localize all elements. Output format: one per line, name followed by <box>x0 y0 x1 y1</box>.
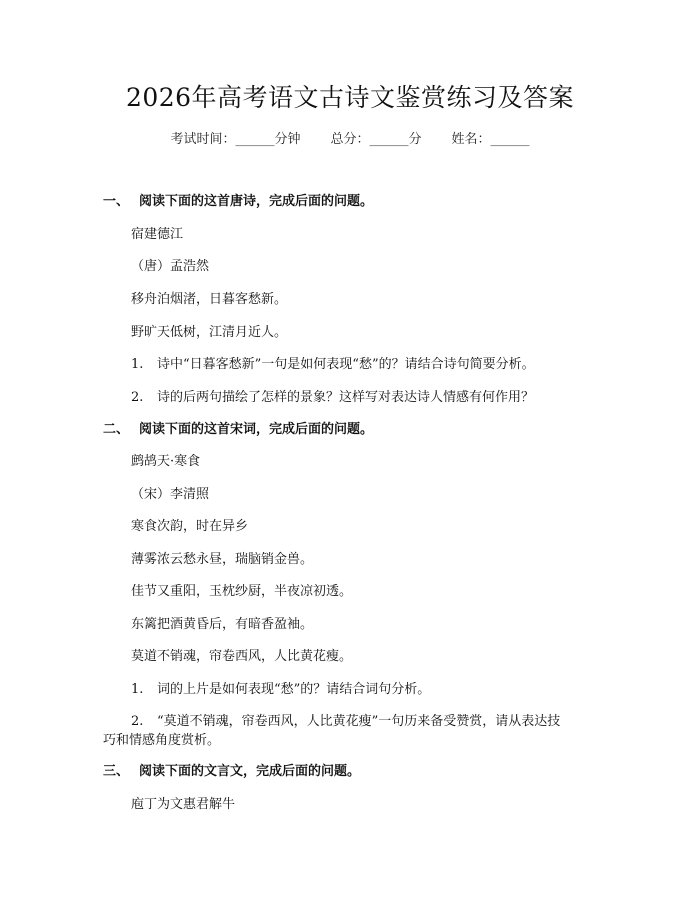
question-continuation: 巧和情感角度赏析。 <box>103 733 221 748</box>
section-number: 三、 <box>103 764 130 779</box>
student-name: 姓名：______ <box>451 132 530 147</box>
poem-line: 移舟泊烟渚，日暮客愁新。 <box>131 292 288 307</box>
poem-author: （唐）孟浩然 <box>131 259 210 274</box>
section-heading-1 <box>103 192 373 212</box>
question-1-1 <box>131 355 535 375</box>
exam-meta <box>0 130 700 150</box>
total-score: 总分：______分 <box>330 132 422 147</box>
section-heading-3 <box>103 762 360 782</box>
section-title: 阅读下面的这首宋词，完成后面的问题。 <box>139 422 374 437</box>
poem-line: 东篱把酒黄昏后，有暗香盈袖。 <box>131 617 314 632</box>
poem-author: （宋）李清照 <box>131 487 210 502</box>
poem-title: 宿建德江 <box>131 227 184 242</box>
question-number: 1. <box>131 682 144 697</box>
passage-title: 庖丁为文惠君解牛 <box>131 797 236 812</box>
poem-line: 薄雾浓云愁永昼，瑞脑销金兽。 <box>131 552 314 567</box>
page-title: 2026年高考语文古诗文鉴赏练习及答案 <box>125 83 575 112</box>
section-heading-2 <box>103 420 373 440</box>
question-2-1 <box>131 680 430 700</box>
section-number: 二、 <box>103 422 130 437</box>
question-number: 2. <box>131 714 144 729</box>
question-text: 词的上片是如何表现“愁”的？请结合词句分析。 <box>157 682 431 697</box>
poem-line: 寒食次韵，时在异乡 <box>131 519 249 534</box>
question-2-2 <box>131 712 560 732</box>
poem-line: 莫道不销魂，帘卷西风，人比黄花瘦。 <box>131 649 353 664</box>
question-text: “莫道不销魂，帘卷西风，人比黄花瘦”一句历来备受赞赏，请从表达技 <box>157 714 561 729</box>
question-number: 2. <box>131 390 144 405</box>
section-title: 阅读下面的这首唐诗，完成后面的问题。 <box>139 194 374 209</box>
poem-title: 鹧鸪天·寒食 <box>131 454 201 469</box>
poem-line: 佳节又重阳，玉枕纱厨，半夜凉初透。 <box>131 584 353 599</box>
section-number: 一、 <box>103 194 130 209</box>
question-number: 1. <box>131 357 144 372</box>
section-title: 阅读下面的文言文，完成后面的问题。 <box>139 764 361 779</box>
question-text: 诗的后两句描绘了怎样的景象？这样写对表达诗人情感有何作用？ <box>157 390 535 405</box>
question-text: 诗中“日暮客愁新”一句是如何表现“愁”的？请结合诗句简要分析。 <box>157 357 535 372</box>
question-1-2 <box>131 388 534 408</box>
exam-time: 考试时间：______分钟 <box>170 132 301 147</box>
poem-line: 野旷天低树，江清月近人。 <box>131 325 288 340</box>
